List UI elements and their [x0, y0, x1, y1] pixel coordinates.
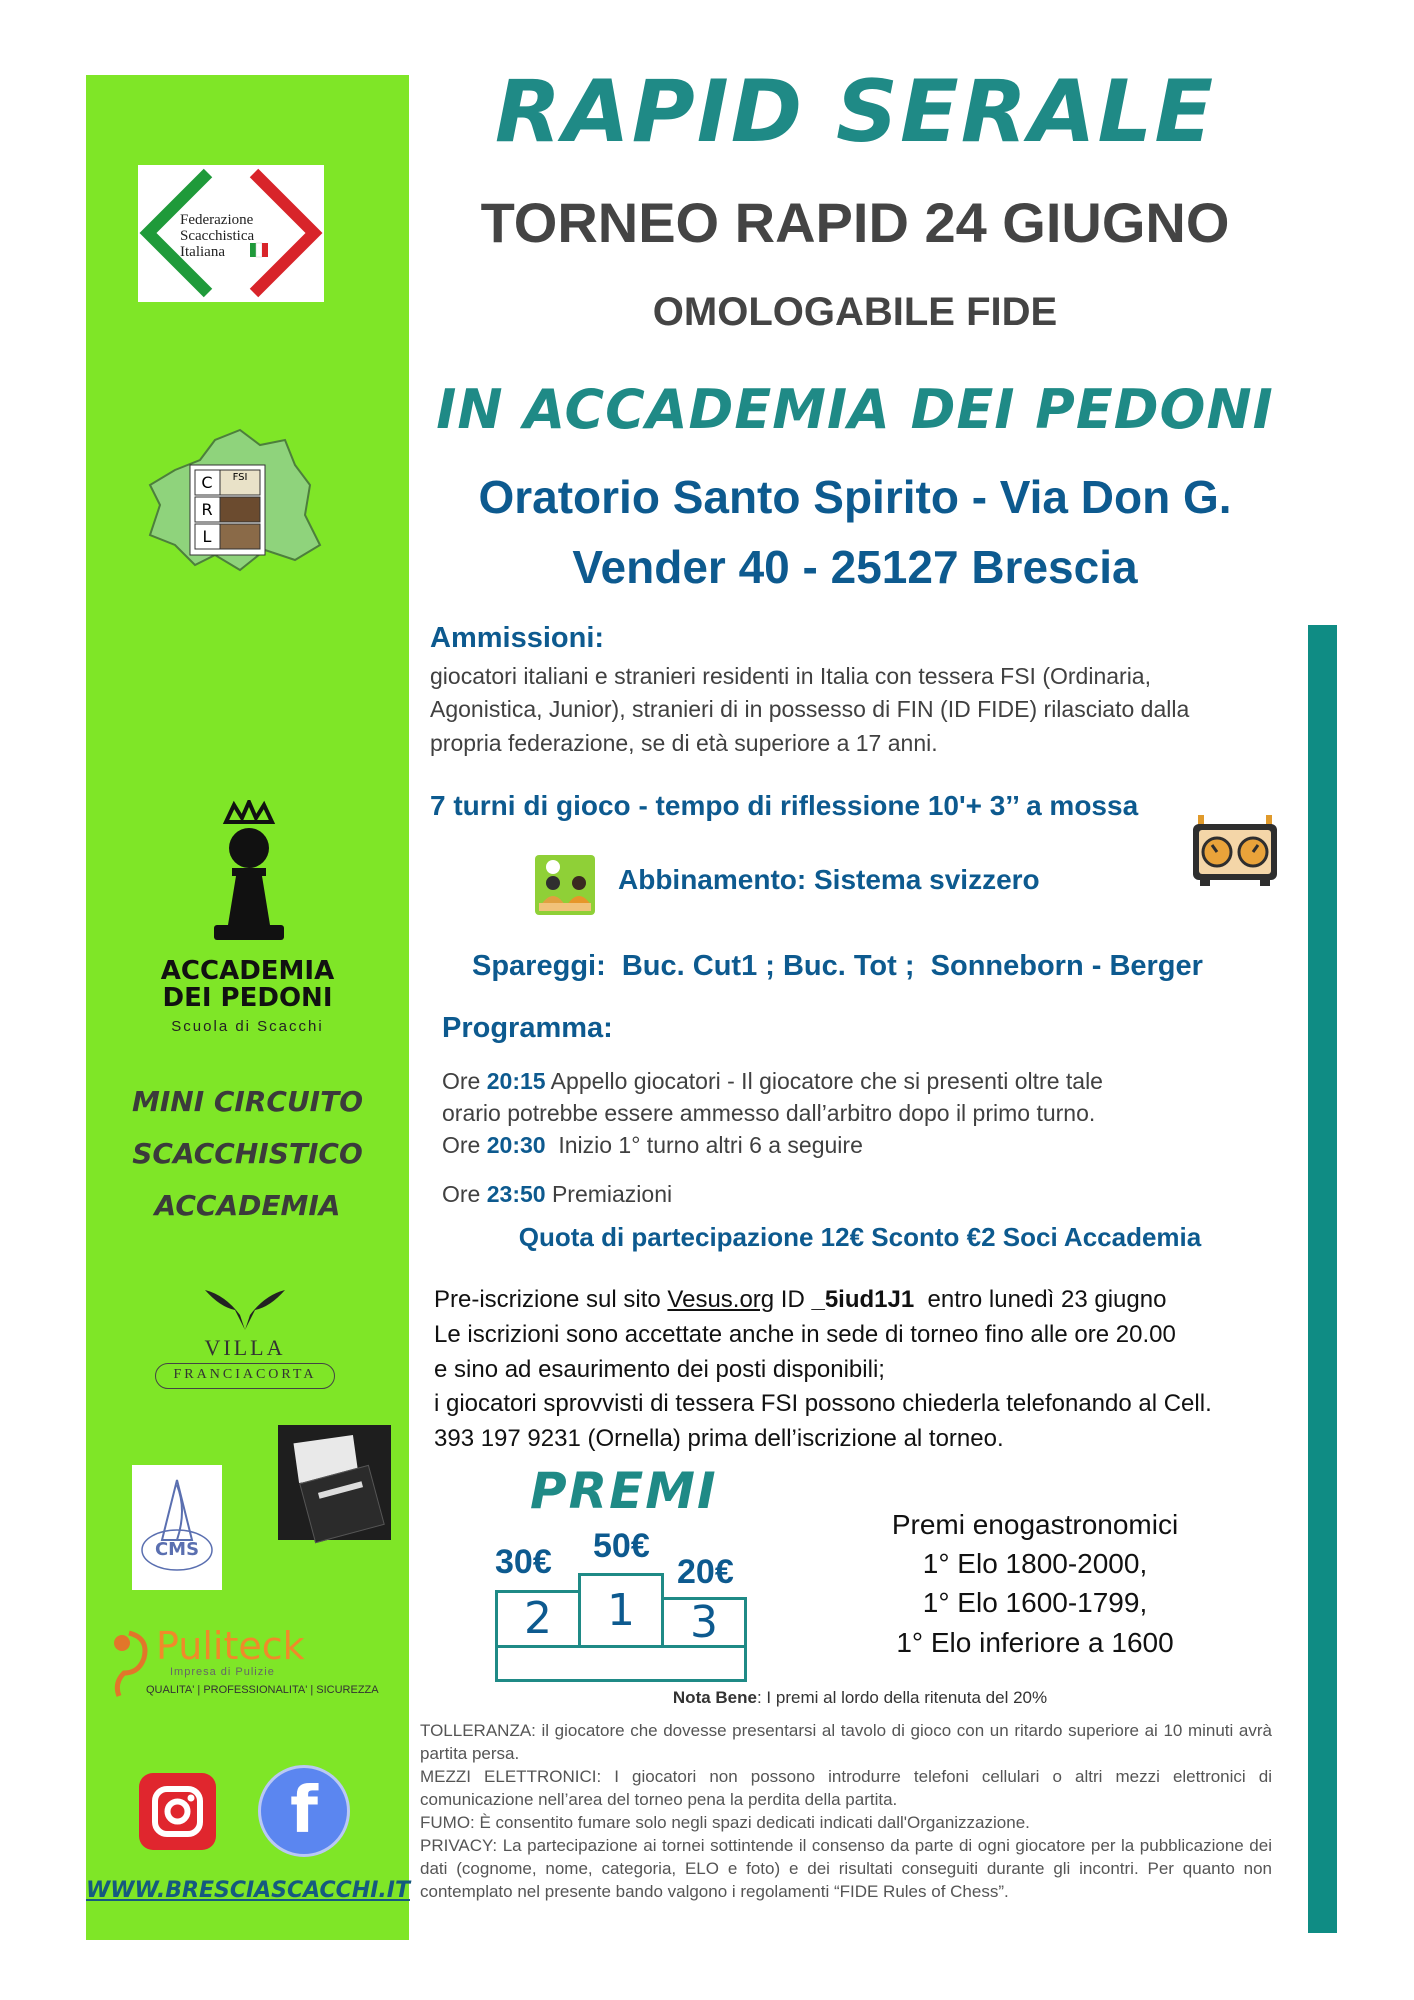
iscrizione-line2: Le iscrizioni sono accettate anche in sede di torneo fino alle ore 20.00 — [434, 1320, 1176, 1348]
programma-row-1a: Ore 20:15 Appello giocatori - Il giocatore che si presenti oltre tale — [442, 1068, 1103, 1094]
time-3: 23:50 — [486, 1181, 546, 1207]
iscrizione-line5: 393 197 9231 (Ornella) prima dell’iscrizione al torneo. — [434, 1425, 1004, 1453]
crl-l: L — [202, 527, 212, 546]
fsi-line3: Italiana — [180, 243, 225, 260]
event-subtitle: TORNEO RAPID 24 GIUGNO — [480, 191, 1230, 254]
podium-base — [495, 1645, 747, 1682]
spareggi-text: Spareggi: Buc. Cut1 ; Buc. Tot ; Sonneborn - Berger — [472, 950, 1203, 982]
time-1: 20:15 — [486, 1068, 546, 1094]
villa-line1: VILLA — [204, 1335, 286, 1360]
chess-clock-icon — [1190, 810, 1280, 890]
circuito-line1: MINI CIRCUITO — [131, 1085, 363, 1118]
time-2: 20:30 — [486, 1132, 546, 1159]
website-link[interactable]: WWW.BRESCIASCACCHI.IT — [86, 1878, 410, 1903]
podium-third: 3 — [661, 1597, 747, 1648]
regola-mezzi: MEZZI ELETTRONICI: I giocatori non possono introdurre telefoni cellulari o altri mezzi elettronici di comunicazione nell’area del torneo pena la perdita della partita. — [420, 1766, 1272, 1809]
programma-row-2: Ore 20:30 Inizio 1° turno altri 6 a seguire — [442, 1132, 863, 1159]
crl-r: R — [201, 500, 213, 519]
villa-franciacorta-logo — [145, 1285, 345, 1395]
eno-1: 1° Elo 1800-2000, — [922, 1548, 1148, 1580]
fsi-line1: Federazione — [180, 212, 254, 228]
podium-second: 2 — [495, 1590, 581, 1648]
second-prize-amount: 30€ — [495, 1543, 552, 1581]
venue-title: IN ACCADEMIA DEI PEDONI — [436, 378, 1274, 441]
crl-c: C — [201, 473, 213, 492]
crl-logo — [145, 425, 325, 575]
iscrizione-line1: Pre-iscrizione sul sito Vesus.org ID _5iud1J1 entro lunedì 23 giugno — [434, 1286, 1167, 1313]
cms-logo — [132, 1465, 222, 1590]
regola-tolleranza: TOLLERANZA: il giocatore che dovesse presentarsi al tavolo di gioco con un ritardo superiore ai 10 minuti avrà partita persa. — [420, 1721, 1272, 1763]
book-photo — [278, 1425, 391, 1540]
premi-title: PREMI — [530, 1462, 718, 1520]
pawn-king-icon — [204, 800, 294, 950]
programma-row-1b: orario potrebbe essere ammesso dall’arbitro dopo il primo turno. — [442, 1100, 1096, 1127]
third-prize-amount: 20€ — [677, 1553, 734, 1591]
ammissioni-line2: Agonistica, Junior), stranieri di in possesso di FIN (ID FIDE) rilasciato dalla — [430, 696, 1190, 723]
turni-text: 7 turni di gioco - tempo di riflessione 10'+ 3’’ a mossa — [430, 790, 1139, 821]
programma-row-3: Ore 23:50 Premiazioni — [442, 1181, 673, 1207]
accademia-line1: ACCADEMIA — [160, 956, 335, 986]
ammissioni-line1: giocatori italiani e stranieri residenti in Italia con tessera FSI (Ordinaria, — [430, 663, 1151, 689]
ammissioni-line3: propria federazione, se di età superiore a 17 anni. — [430, 729, 938, 756]
tournament-id: _5iud1J1 — [811, 1286, 915, 1313]
puliteck-tag: QUALITA' | PROFESSIONALITA' | SICUREZZA — [146, 1684, 379, 1696]
programma-heading: Programma: — [442, 1012, 613, 1044]
circuito-line2: SCACCHISTICO — [132, 1137, 363, 1170]
ammissioni-heading: Ammissioni: — [430, 622, 605, 654]
first-prize-amount: 50€ — [593, 1527, 650, 1565]
crl-fsi: FSI — [232, 472, 248, 483]
right-accent-bar — [1308, 625, 1337, 1933]
page-title: RAPID SERALE — [494, 62, 1216, 162]
fsi-logo — [138, 165, 324, 302]
address-line2: Vender 40 - 25127 Brescia — [572, 541, 1138, 593]
players-icon — [535, 855, 595, 915]
eno-title: Premi enogastronomici — [891, 1509, 1179, 1540]
nota-bene: Nota Bene: I premi al lordo della ritenuta del 20% — [672, 1688, 1048, 1707]
iscrizione-line3: e sino ad esaurimento dei posti disponibili; — [434, 1355, 885, 1383]
puliteck-name: Puliteck — [156, 1624, 305, 1668]
eno-3: 1° Elo inferiore a 1600 — [896, 1626, 1174, 1658]
abbinamento-text: Abbinamento: Sistema svizzero — [618, 864, 1040, 895]
podium — [495, 1527, 755, 1685]
svg-text:CMS: CMS — [154, 1539, 200, 1560]
quota-text: Quota di partecipazione 12€ Sconto €2 Soci Accademia — [518, 1222, 1202, 1252]
puliteck-sub: Impresa di Pulizie — [170, 1666, 275, 1678]
vesus-link[interactable]: Vesus.org — [667, 1286, 775, 1313]
regola-privacy: PRIVACY: La partecipazione ai tornei sottintende il consenso da parte di ogni giocatore per la pubblicazione dei dati (cognome, nome, categoria, ELO e foto) e dei risultati conseguiti durante gli incontri. Per quanto non contemplato nel presente bando valgono i regolamenti “FIDE Rules of Chess”. — [420, 1835, 1272, 1901]
regola-fumo: FUMO: È consentito fumare solo negli spazi dedicati indicati dall'Organizzazione. — [420, 1812, 1030, 1832]
accademia-sub: Scuola di Scacchi — [171, 1018, 324, 1035]
omologabile-label: OMOLOGABILE FIDE — [652, 290, 1058, 334]
eno-2: 1° Elo 1600-1799, — [922, 1587, 1148, 1619]
accademia-logo — [86, 780, 409, 1040]
address-line1: Oratorio Santo Spirito - Via Don G. — [478, 471, 1232, 523]
accademia-line2: DEI PEDONI — [162, 983, 333, 1014]
podium-first: 1 — [578, 1573, 664, 1648]
facebook-icon[interactable]: f — [258, 1765, 350, 1857]
instagram-icon[interactable] — [139, 1773, 216, 1850]
puliteck-logo — [104, 1624, 414, 1708]
circuito-line3: ACCADEMIA — [154, 1189, 341, 1222]
fsi-line2: Scacchistica — [180, 227, 255, 244]
villa-line2: FRANCIACORTA — [173, 1367, 317, 1382]
iscrizione-line4: i giocatori sprovvisti di tessera FSI possono chiederla telefonando al Cell. — [434, 1390, 1212, 1418]
